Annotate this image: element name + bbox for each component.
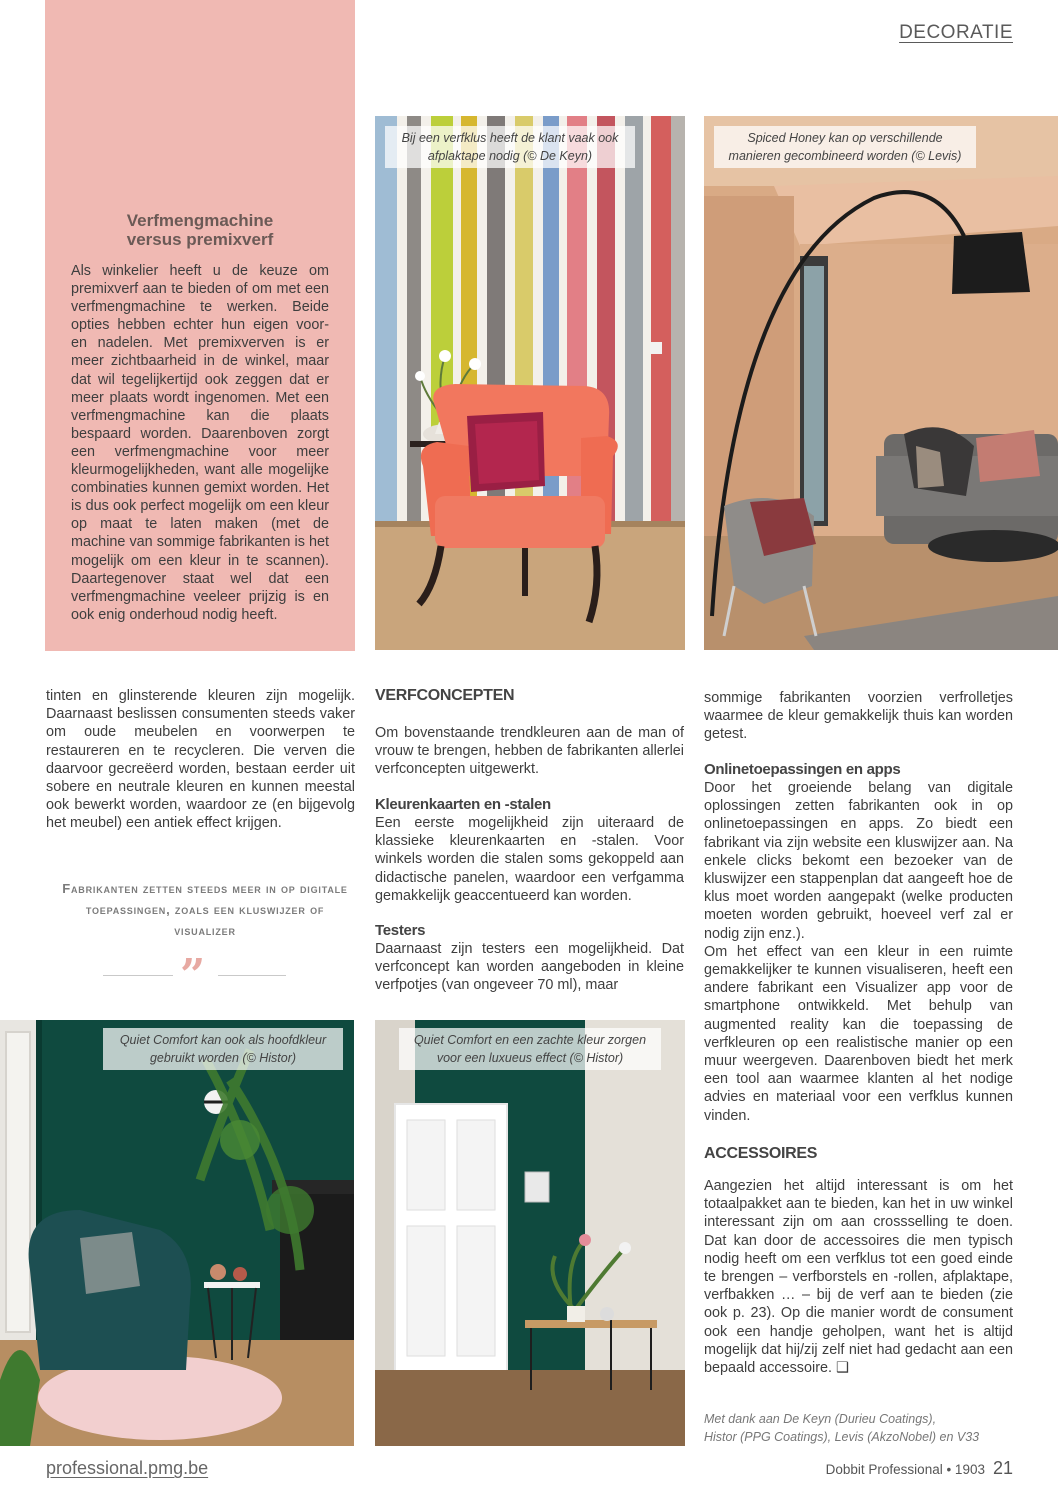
onlinetoepassingen-text	[704, 779, 1013, 1125]
quote-mark-icon: ”	[180, 950, 206, 1001]
onlinetoepassingen-paragraph-1: Door het groeiende belang van digitale oplossingen zetten fabrikanten ook in op onlinetoepassingen en apps. Zo biedt een fabrikant via zijn website een kluswijzer aan. Na enkele clicks bekomt een bezoeker van de kluswijzer een stappenplan dat aangeeft hoe de klus moet worden aangepakt (welke producten moeten worden gebruikt, hoeveel verf zal er nodig zijn enz.).	[704, 780, 1013, 942]
credits-line-1: Met dank aan De Keyn (Durieu Coatings),	[704, 1412, 937, 1426]
kleurenkaarten-text: Een eerste mogelijkheid zijn uiteraard de klassieke kleurenkaarten en -stalen. Voor winkels worden die stalen soms gekoppeld aan didactische panelen, waardoor een verfgamma gemakkelijk geaccentueerd kan worden.	[375, 815, 684, 904]
sidebar-box-title-line2: versus premixverf	[126, 230, 274, 249]
section-label: DECORATIE	[899, 22, 1013, 43]
caption-stripes: Bij een verfklus heeft de klant vaak ook afplaktape nodig (© De Keyn)	[385, 126, 635, 168]
photo-door	[375, 1020, 685, 1446]
testers-text: Daarnaast zijn testers een mogelijkheid. Dat verfconcept kan worden aangeboden in kleine verfpotjes (van ongeveer 70 ml), maar	[375, 941, 684, 994]
quote-divider-left	[103, 975, 173, 976]
striped-wall-illustration	[375, 116, 685, 650]
column3-continuation: sommige fabrikanten voorzien verfrolletjes waarmee de kleur gemakkelijk thuis kan worden getest.	[704, 690, 1013, 743]
door-illustration	[375, 1020, 685, 1446]
footer-magazine-info	[826, 1458, 1013, 1479]
page-number: 21	[992, 1458, 1013, 1478]
heading-testers: Testers	[375, 922, 426, 939]
quote-divider-right	[218, 975, 286, 976]
sidebar-box-title	[60, 211, 340, 249]
verfconcepten-intro: Om bovenstaande trendkleuren aan de man of vrouw te brengen, hebben de fabrikanten allerlei verfconcepten uitgewerkt.	[375, 725, 684, 778]
column1-text: tinten en glinsterende kleuren zijn mogelijk. Daarnaast beslissen consumenten steeds vaker om oude meubelen en voorwerpen te restaureren en te recycleren. Die verven die daarvoor gecreëerd worden, bestaan eerder uit sobere en neutrale kleuren en kunnen meestal ook bewerkt worden, waardoor ze (en bijgevolg het meubel) een antiek effect krijgen.	[46, 688, 355, 832]
photo-living-room	[704, 116, 1058, 650]
photo-striped-wall	[375, 116, 685, 650]
green-chair-illustration	[0, 1020, 354, 1446]
sidebar-box-title-line1: Verfmengmachine	[126, 211, 274, 230]
pull-quote: Fabrikanten zetten steeds meer in op digitale toepassingen, zoals een kluswijzer of visualizer	[62, 881, 348, 938]
caption-livingroom: Spiced Honey kan op verschillende manieren gecombineerd worden (© Levis)	[714, 126, 976, 168]
heading-onlinetoepassingen: Onlinetoepassingen en apps	[704, 761, 901, 778]
photo-green-chair	[0, 1020, 354, 1446]
credits-line-2: Histor (PPG Coatings), Levis (AkzoNobel) en V33	[704, 1430, 980, 1444]
footer-magazine-name: Dobbit Professional • 1903	[825, 1462, 985, 1477]
caption-green-chair: Quiet Comfort kan ook als hoofdkleur gebruikt worden (© Histor)	[103, 1028, 343, 1070]
heading-kleurenkaarten: Kleurenkaarten en -stalen	[375, 796, 551, 813]
footer-website-link[interactable]: professional.pmg.be	[46, 1458, 209, 1478]
heading-verfconcepten: VERFCONCEPTEN	[375, 687, 515, 704]
photo-credits	[704, 1410, 1024, 1446]
accessoires-text: Aangezien het altijd interessant is om het totaalpakket aan te bieden, kan het in uw winkel interessant zijn om aan crossselling te doen. Dat kan door de accessoires die men typisch nodig heeft om een verfklus tot een goed einde te brengen – verfborstels en -rollen, afplaktape, verfbakken … – bij de verf aan te bieden (zie ook p. 23). Op die manier wordt de consument ook een handje geholpen, want het is altijd mogelijk dat hij/zij zelf niet had gedacht aan een bepaald accessoire. ❑	[704, 1178, 1013, 1377]
onlinetoepassingen-paragraph-2: Om het effect van een kleur in een ruimte gemakkelijker te kunnen visualiseren, heeft een andere fabrikant een Visualizer app voor de smartphone ontwikkeld. Met behulp van augmented reality kan die toepassing de verfkleuren op een realistische manier op een muur weergeven. Daarenboven biedt het merk een tool aan waarmee klanten al het nodige advies en materiaal voor een verfklus kunnen vinden.	[704, 943, 1013, 1124]
living-room-illustration	[704, 116, 1058, 650]
caption-door: Quiet Comfort en een zachte kleur zorgen voor een luxueus effect (© Histor)	[399, 1028, 661, 1070]
heading-accessoires: ACCESSOIRES	[704, 1145, 818, 1162]
sidebar-box-text: Als winkelier heeft u de keuze om premixverf aan te bieden of om met een verfmengmachine te werken. Beide opties hebben echter hun eigen voor- en nadelen. Met premixverven is er meer zichtbaarheid in de winkel, maar dat wil tegelijkertijd ook zeggen dat er meer plaats wordt ingenomen. Met een verfmengmachine kan die plaats bespaard worden. Daarenboven zorgt een verfmengmachine voor meer kleurmogelijkheden, want alle mogelijke combinaties kunnen gemixt worden. Het is dus ook perfect mogelijk om een kleur op maat te laten maken (met de machine van sommige fabrikanten is het mogelijk om een kleur in te scannen). Daartegenover staat wel dat een verfmengmachine veeleer prijzig is en ook enig onderhoud nodig heeft.	[71, 263, 329, 623]
